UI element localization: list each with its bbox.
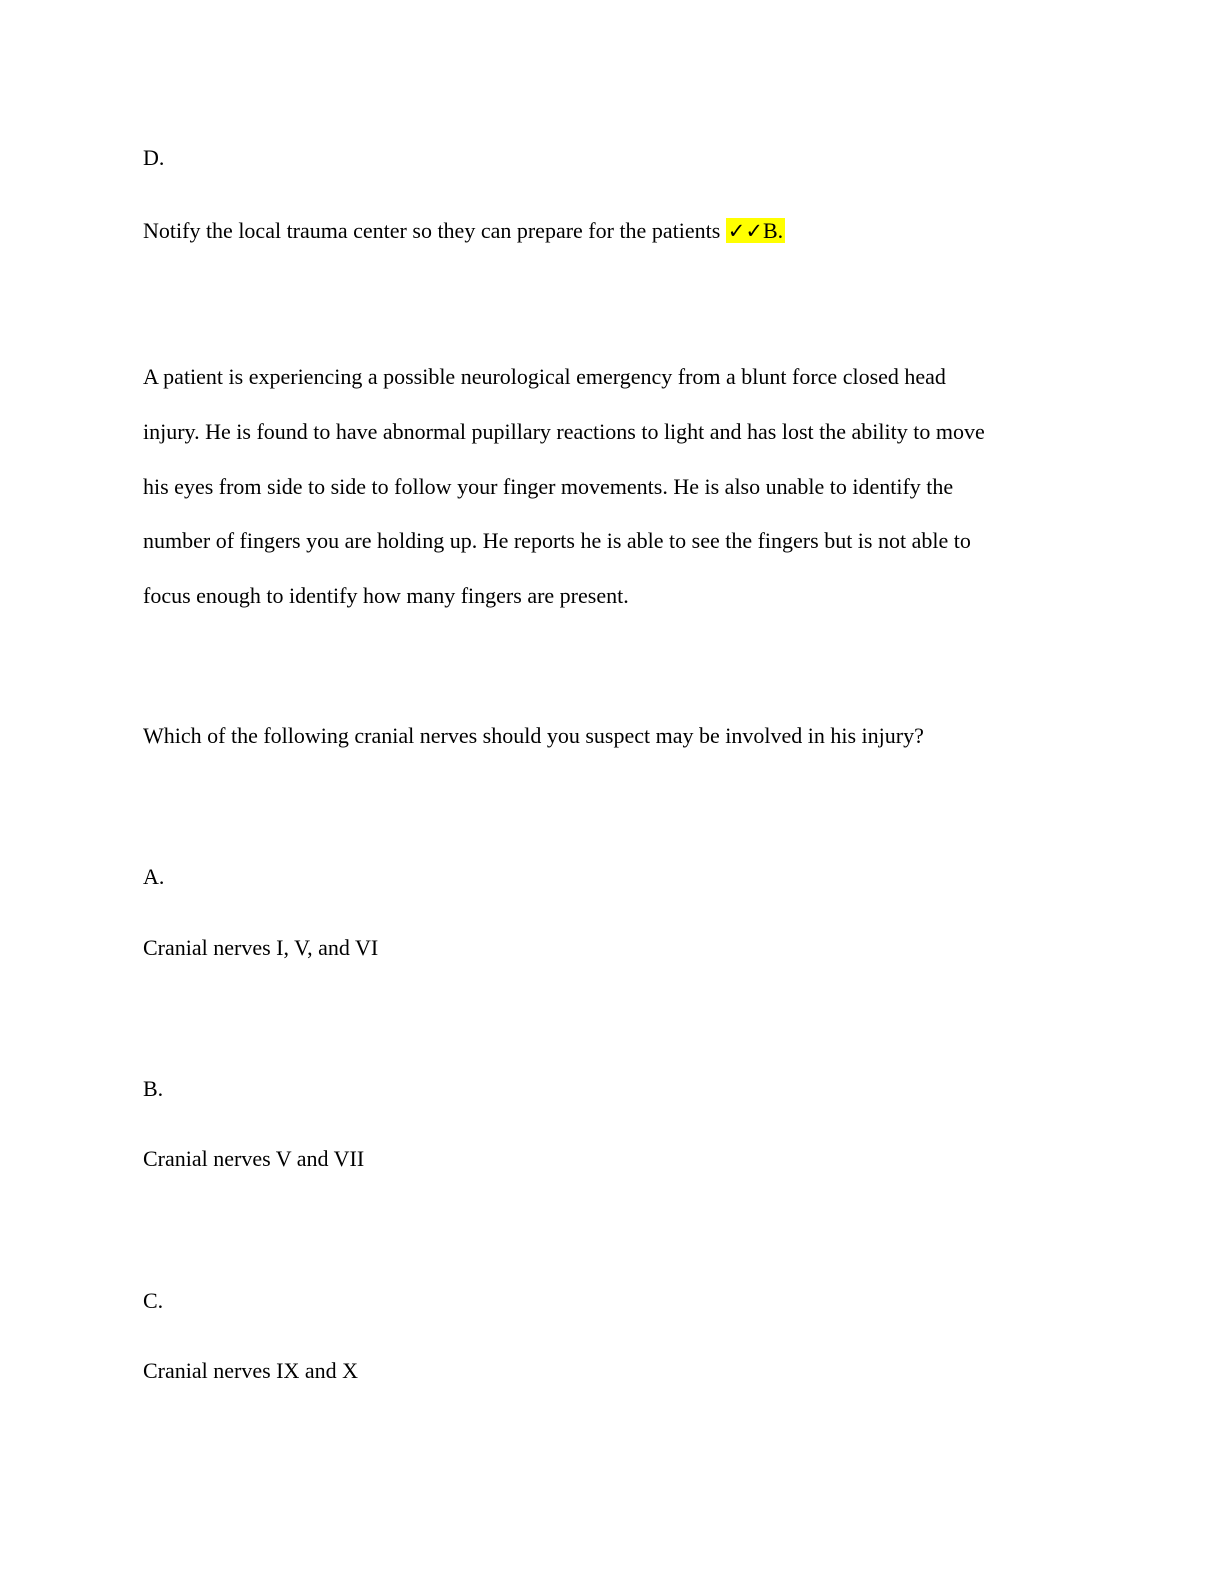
answer-letter: B. [762, 218, 784, 243]
question-stem [143, 350, 1073, 624]
stem-line: number of fingers you are holding up. He reports he is able to see the fingers but is not able to [143, 528, 971, 554]
option-text-a: Cranial nerves I, V, and VI [143, 935, 379, 960]
option-text: Notify the local trauma center so they can prepare for the patients [143, 218, 721, 243]
stem-line: A patient is experiencing a possible neurological emergency from a blunt force closed head [143, 364, 946, 389]
option-label-d: D. [143, 145, 165, 170]
option-text-c: Cranial nerves IX and X [143, 1358, 359, 1383]
option-text-b: Cranial nerves V and VII [143, 1146, 365, 1171]
stem-line: injury. He is found to have abnormal pupillary reactions to light and has lost the ability to move [143, 418, 985, 444]
stem-line: focus enough to identify how many fingers are present. [143, 583, 629, 609]
option-label-b: B. [143, 1076, 164, 1101]
answer-highlight [726, 218, 785, 243]
option-label-a: A. [143, 864, 165, 889]
option-label-c: C. [143, 1288, 164, 1313]
question-prompt: Which of the following cranial nerves should you suspect may be involved in his injury? [143, 723, 924, 748]
option-text-d [143, 218, 785, 244]
stem-line: his eyes from side to side to follow your finger movements. He is also unable to identify the [143, 473, 954, 499]
double-check-icon: ✓✓ [727, 219, 763, 243]
